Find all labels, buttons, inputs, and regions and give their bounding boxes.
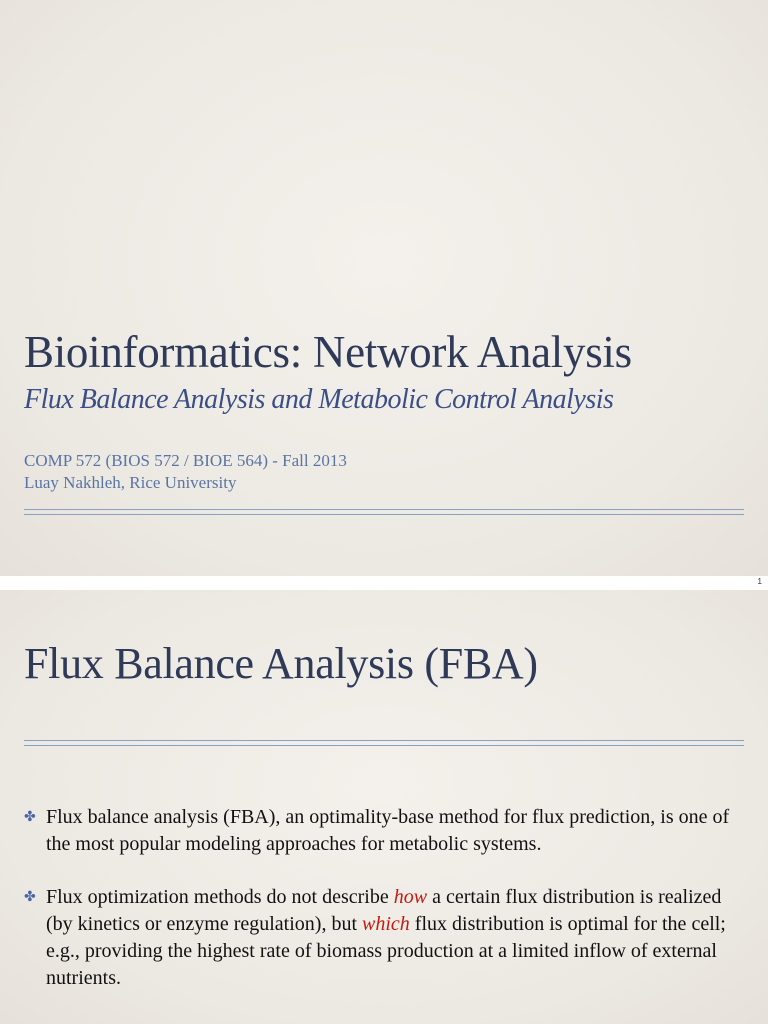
page-number: 1 — [757, 577, 762, 586]
bullet-text: Flux optimization methods do not describe — [46, 886, 394, 908]
fleuron-bullet-icon: ✤ — [24, 890, 36, 905]
emphasis-how: how — [393, 886, 428, 908]
fleuron-bullet-icon: ✤ — [24, 810, 36, 825]
double-rule-divider — [24, 509, 744, 515]
bullet-list — [24, 804, 744, 1018]
bullet-text: a certain flux distribution is realized (by kinetics or enzyme regulation), but — [46, 886, 722, 935]
double-rule-divider — [24, 740, 744, 746]
slide-2 — [0, 590, 768, 1024]
emphasis-which: which — [362, 913, 410, 935]
slide-title: Flux Balance Analysis (FBA) — [24, 639, 538, 688]
slide-subtitle: Flux Balance Analysis and Metabolic Control Analysis — [24, 384, 614, 415]
author-info: Luay Nakhleh, Rice University — [24, 473, 237, 492]
bullet-text: Flux balance analysis (FBA), an optimality-base method for flux prediction, is one of the most popular modeling approaches for metabolic systems. — [46, 806, 730, 855]
course-info: COMP 572 (BIOS 572 / BIOE 564) - Fall 2013 — [24, 451, 347, 470]
slide-title: Bioinformatics: Network Analysis — [24, 327, 632, 377]
bullet-text: flux distribution is optimal for the cell; e.g., providing the highest rate of biomass production at a limited inflow of external nutrients. — [46, 913, 726, 989]
list-item — [24, 804, 744, 858]
list-item — [24, 884, 744, 992]
